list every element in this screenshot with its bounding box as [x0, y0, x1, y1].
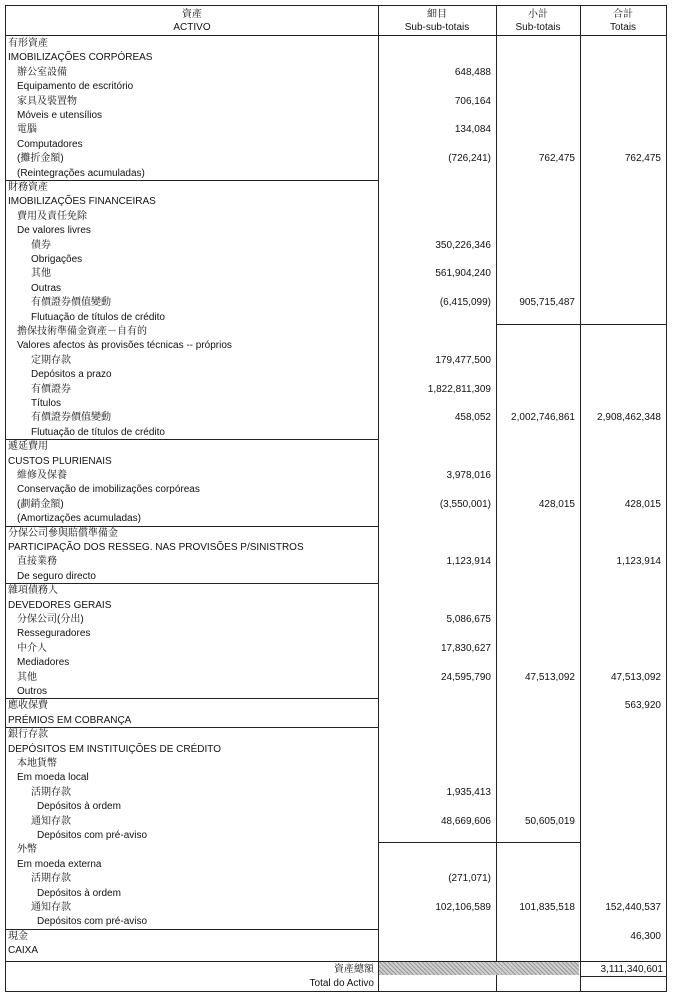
row-label: CAIXA [8, 945, 39, 957]
row-label: CUSTOS PLURIENAIS [8, 455, 112, 467]
sub-sub-total-value: 48,669,606 [440, 815, 491, 827]
row-label: 應收保費 [8, 700, 48, 712]
sub-sub-total-value: 179,477,500 [435, 354, 491, 366]
row-label: 雜項債務人 [8, 585, 58, 597]
total-value-cell: 762,475 [624, 153, 661, 165]
total-label-pt: Total do Activo [309, 978, 374, 989]
total-label-zh: 資產總額 [334, 964, 374, 975]
sub-total-value: 101,835,518 [519, 902, 575, 913]
row-label: Outros [17, 686, 48, 697]
row-label: 定期存款 [31, 354, 71, 366]
row-label: 銀行存款 [8, 729, 48, 741]
row-label: (攤折金額) [17, 153, 64, 165]
section-divider [6, 526, 378, 527]
row-label: 通知存款 [31, 815, 71, 827]
total-value-cell: 428,015 [624, 498, 661, 510]
sub-sub-total-value: 458,052 [454, 412, 491, 424]
row-label: Conservação de imobilizações corpóreas [17, 484, 200, 496]
header-sub-sub-totais [378, 6, 496, 36]
total-underline [580, 976, 666, 977]
row-label: (Reintegrações acumuladas) [17, 167, 145, 179]
row-label: Flutuação de títulos de crédito [31, 311, 165, 323]
row-label: PRÉMIOS EM COBRANÇA [8, 714, 132, 726]
row-label: 電腦 [17, 124, 37, 136]
section-divider [6, 180, 378, 181]
total-value-cell: 1,123,914 [616, 556, 661, 568]
header-activo-pt: ACTIVO [173, 22, 211, 33]
sub-sub-total-value: 1,822,811,309 [427, 383, 491, 395]
sub-sub-total-value: 350,226,346 [435, 239, 491, 251]
row-label: Outras [31, 282, 62, 294]
row-label: De valores livres [17, 225, 91, 237]
section-divider [6, 727, 378, 728]
sub-sub-total-value: (726,241) [448, 153, 491, 165]
row-label: 遞延費用 [8, 441, 48, 453]
row-label: Mediadores [17, 657, 70, 669]
row-label: Computadores [17, 138, 83, 150]
row-label: 其他 [31, 268, 51, 280]
header-activo [6, 6, 378, 36]
row-label: Depósitos com pré-aviso [37, 830, 148, 841]
row-label: 有價證券價值變動 [31, 412, 111, 424]
row-label: Títulos [31, 398, 62, 409]
section-divider [6, 929, 378, 930]
row-label: Obrigações [31, 254, 83, 265]
row-label: (劃銷金額) [17, 498, 64, 510]
row-label: 費用及責任免除 [17, 210, 87, 222]
row-label: Depósitos com pré-aviso [37, 916, 148, 928]
row-label: Depósitos à ordem [37, 887, 121, 899]
row-label: 本地貨幣 [17, 758, 57, 769]
sub-sub-total-value: 17,830,627 [440, 642, 491, 654]
row-label: Valores afectos às provisões técnicas -- próprios [17, 340, 232, 352]
row-label: Depósitos à ordem [37, 801, 121, 813]
row-label: 有價證券價值變動 [31, 297, 111, 309]
row-label: DEPÓSITOS EM INSTITUIÇÕES DE CRÉDITO [8, 743, 221, 755]
row-label: 中介人 [17, 642, 47, 654]
sub-sub-total-value: 1,123,914 [446, 556, 491, 568]
section-divider [6, 698, 378, 699]
header-col3-zh: 小計 [528, 9, 548, 20]
sub-sub-total-value: 706,164 [454, 95, 491, 107]
row-label: 家具及裝置物 [17, 95, 77, 107]
row-label: Depósitos a prazo [31, 369, 112, 381]
sub-total-value: 905,715,487 [519, 297, 575, 309]
total-value-cell: 46,300 [630, 930, 661, 942]
total-value-cell: 152,440,537 [605, 902, 661, 913]
row-label: PARTICIPAÇÃO DOS RESSEG. NAS PROVISÕES P/SINISTROS [8, 542, 304, 553]
total-value-cell: 563,920 [624, 700, 661, 712]
sub-total-value: 2,002,746,861 [511, 412, 575, 424]
row-label: DEVEDORES GERAIS [8, 599, 112, 611]
row-label: 外幣 [17, 844, 37, 856]
row-label: 辦公室設備 [17, 66, 67, 78]
header-col2-pt: Sub-sub-totais [404, 22, 470, 33]
row-label: 債券 [31, 239, 51, 251]
sub-sub-total-value: (6,415,099) [439, 297, 491, 309]
header-col3-pt: Sub-totais [515, 22, 561, 33]
row-label: 有價證券 [31, 383, 71, 395]
sub-sub-total-value: (271,071) [448, 873, 491, 885]
row-label: IMOBILIZAÇÕES FINANCEIRAS [8, 196, 156, 208]
total-value-cell: 47,513,092 [610, 671, 661, 683]
row-label: 現金 [8, 930, 28, 942]
total-shaded-cell [379, 962, 579, 975]
sub-sub-total-value: 648,488 [454, 66, 491, 78]
row-label: 通知存款 [31, 902, 71, 913]
sub-sub-total-value: 134,084 [454, 124, 491, 136]
section-divider [6, 439, 378, 440]
row-label: IMOBILIZAÇÕES CORPÓREAS [8, 52, 153, 64]
subtotal-divider [378, 842, 580, 843]
row-label: 其他 [17, 671, 37, 683]
subtotal-divider [496, 324, 666, 325]
row-label: Resseguradores [17, 628, 91, 640]
row-label: Em moeda local [17, 772, 89, 784]
sub-sub-total-value: 24,595,790 [440, 671, 491, 683]
header-totais [580, 6, 666, 36]
header-col2-zh: 細目 [427, 9, 447, 20]
header-activo-zh: 資產 [182, 9, 202, 20]
total-value-cell: 2,908,462,348 [597, 412, 661, 424]
row-label: 活期存款 [31, 786, 71, 798]
sub-total-value: 762,475 [538, 153, 575, 165]
row-label: 有形資產 [8, 38, 48, 49]
header-col4-zh: 合計 [613, 9, 633, 20]
sub-total-value: 47,513,092 [524, 671, 575, 683]
row-label: Móveis e utensílios [17, 110, 103, 121]
sub-total-value: 428,015 [538, 498, 575, 510]
row-label: (Amortizações acumuladas) [17, 513, 141, 525]
row-label: Flutuação de títulos de crédito [31, 426, 165, 438]
row-label: 活期存款 [31, 873, 71, 885]
section-divider [6, 583, 378, 584]
row-label: 直接業務 [17, 556, 57, 568]
sub-sub-total-value: (3,550,001) [439, 498, 491, 510]
header-col4-pt: Totais [609, 22, 637, 33]
row-label: 財務資產 [8, 182, 48, 193]
header-sub-totais [496, 6, 580, 36]
sub-sub-total-value: 102,106,589 [435, 902, 491, 913]
sub-sub-total-value: 5,086,675 [446, 614, 491, 625]
sub-total-value: 50,605,019 [524, 815, 575, 827]
row-label: 維修及保養 [17, 470, 67, 481]
row-label: Em moeda externa [17, 858, 102, 870]
sub-sub-total-value: 561,904,240 [435, 268, 491, 280]
row-label: 分保公司參與賠償準備金 [8, 527, 118, 539]
row-label: Equipamento de escritório [17, 81, 134, 93]
row-label: De seguro directo [17, 570, 96, 582]
sub-sub-total-value: 3,978,016 [446, 470, 491, 481]
total-value: 3,111,340,601 [600, 964, 663, 975]
row-label: 分保公司(分出) [17, 614, 84, 625]
balance-sheet-table [5, 5, 667, 992]
row-label: 擔保技術準備金資產－自有的 [17, 326, 147, 337]
sub-sub-total-value: 1,935,413 [446, 786, 491, 798]
